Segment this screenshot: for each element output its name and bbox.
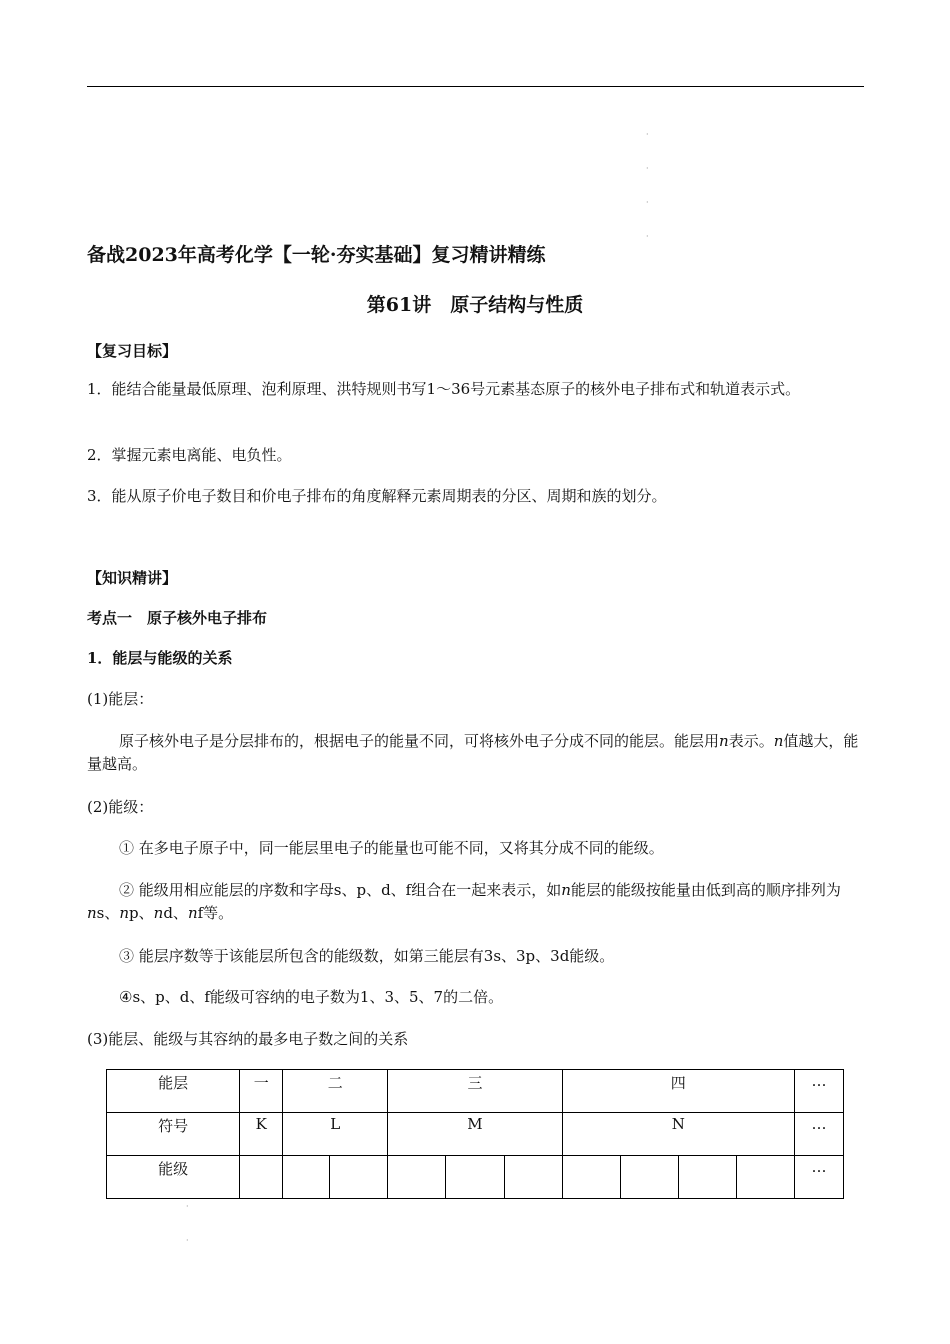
energy-level-item-1: ① 在多电子原子中，同一能层里电子的能量也可能不同，又将其分成不同的能级。 [119,839,664,857]
review-goals-heading: 【复习目标】 [87,342,178,360]
table-cell [330,1156,388,1199]
review-goal-2: 2．掌握元素电离能、电负性。 [87,446,292,464]
table-cell [283,1156,330,1199]
document-title: 备战2023年高考化学【一轮·夯实基础】复习精讲精练 [87,244,546,266]
table-cell: 能级 [107,1156,240,1199]
sub-heading-1: 1．能层与能级的关系 [87,649,233,667]
energy-level-item-4: ④s、p、d、f能级可容纳的电子数为1、3、5、7的二倍。 [119,988,504,1006]
review-goal-3: 3．能从原子价电子数目和价电子排布的角度解释元素周期表的分区、周期和族的划分。 [87,487,667,505]
table-cell: 二 [283,1070,388,1113]
table-cell [240,1156,283,1199]
table-cell: 四 [562,1070,794,1113]
table-row [107,1156,844,1199]
table-cell: N [562,1113,794,1156]
table-cell [504,1156,562,1199]
stray-marks-lower: · · [186,1202,189,1245]
table-cell [620,1156,678,1199]
table-cell [388,1156,446,1199]
lecture-name: 原子结构与性质 [450,294,584,316]
energy-level-item-3: ③ 能层序数等于该能层所包含的能级数，如第三能层有3s、3p、3d能级。 [119,947,615,965]
table-cell: 能层 [107,1070,240,1113]
energy-level-label: (2)能级： [87,798,154,816]
table-cell: … [794,1113,843,1156]
energy-layer-label: (1)能层： [87,690,154,708]
table-cell [736,1156,794,1199]
table-cell [678,1156,736,1199]
table-cell: 符号 [107,1113,240,1156]
lecture-number: 第61讲 [366,294,432,316]
energy-layer-text: 原子核外电子是分层排布的，根据电子的能量不同，可将核外电子分成不同的能层。能层用n表示。n值越大，能量越高。 [87,732,859,773]
knowledge-heading: 【知识精讲】 [87,569,178,587]
point-1-heading: 考点一 原子核外电子排布 [87,609,268,627]
table-cell: K [240,1113,283,1156]
energy-level-table [106,1069,844,1199]
relation-label: (3)能层、能级与其容纳的最多电子数之间的关系 [87,1030,409,1048]
table-cell [446,1156,504,1199]
lecture-heading [0,290,950,317]
review-goal-1: 1．能结合能量最低原理、泡利原理、洪特规则书写1～36号元素基态原子的核外电子排布式和轨道表示式。 [87,380,801,398]
table-cell: 三 [388,1070,562,1113]
table-cell: … [794,1070,843,1113]
energy-level-item-2: ② 能级用相应能层的序数和字母s、p、d、f组合在一起来表示，如n能层的能级按能量由低到高的顺序排列为ns、np、nd、nf等。 [87,881,841,922]
table-cell: L [283,1113,388,1156]
table-cell [562,1156,620,1199]
table-cell: M [388,1113,562,1156]
stray-marks: · · · · [646,130,649,241]
table-row [107,1113,844,1156]
table-cell: … [794,1156,843,1199]
table-cell: 一 [240,1070,283,1113]
table-row [107,1070,844,1113]
header-rule [87,86,864,87]
